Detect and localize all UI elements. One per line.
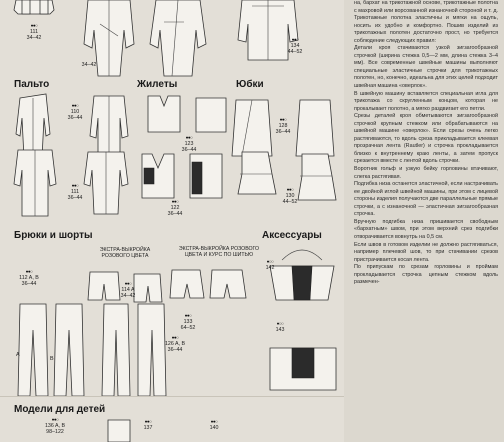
paragraph: Срезы деталей кроя обметываются зигзагообразной строчкой крупным стежком или обрабатываются на швейной машине «оверлок». Если срезы очень легко растягиваются, то вдоль среза прикладывается клеевая прозрачная лента (Rautler) и строчка прокладывается близко к внутреннему краю ленты, а затем пропуск срезается вместе с лентой вдоль строчки.	[354, 113, 498, 165]
pattern-item-top-c[interactable]	[232, 0, 312, 90]
pattern-item-pants-112[interactable]	[12, 258, 82, 298]
pattern-item-vest-122[interactable]	[140, 154, 230, 224]
section-title-coats: Пальто	[14, 79, 50, 90]
difficulty-dots: ●●○	[184, 313, 192, 318]
bag-sketch-icon	[262, 246, 342, 310]
model-number: 130	[285, 192, 295, 199]
paragraph: на, бархат на трикотажной основе, трикотажные полотна с махровой или ворсованной изнаночной стороной и т. д. Трикотажные полотна эластичны и мягки на ощупь, носить их удобно и комфортно. Пошив изделий из трикотажных полотен достаточно прост, но требуется соблюдение следующих правил:	[354, 0, 498, 44]
paragraph: Подгибка низа останется эластичной, если настрачивать ее двойной иглой швейной машины, при этом с лицевой стороны изделия получаются две параллельные прямые строчки, а с изнаночной — эластичная зигзагообразная строчка.	[354, 181, 498, 218]
model-number: 137	[143, 424, 153, 431]
extra-pattern-course-note: ЭКСТРА-ВЫКРОЙКА РОЗОВОГО ЦВЕТА И КУРС ПО ШИТЬЮ	[178, 246, 260, 259]
paragraph: По припускам по срезам горловины и проймам прокладывается строчка цепным стежком вдоль размечен-	[354, 264, 498, 286]
section-title-skirts: Юбки	[236, 79, 264, 90]
extra-pattern-note: ЭКСТРА-ВЫКРОЙКА РОЗОВОГО ЦВЕТА	[99, 247, 151, 260]
pattern-item-top-b[interactable]	[80, 0, 220, 82]
divider	[0, 396, 344, 397]
pattern-item-bag-142[interactable]	[262, 246, 342, 310]
paragraph: Если швов в готовом изделии не должно растягиваться, например плечевой шов, то при стачивании срезов пристрачивается косая лента.	[354, 241, 498, 263]
section-title-vests: Жилеты	[137, 79, 178, 90]
size-range: 36–44	[167, 347, 183, 353]
size-range: 36–44	[167, 211, 183, 217]
paragraph: Вручную подгибка низа пришивается свободным «бархатным» швом, при этом верхний срез подгибки отворачивается вовнутрь на 0,5 см.	[354, 218, 498, 240]
size-range: 98–122	[46, 429, 64, 435]
model-number: 111	[29, 28, 39, 35]
pattern-item-kids-140[interactable]	[180, 418, 260, 442]
pattern-item-shorts-133[interactable]	[170, 264, 260, 344]
pattern-item-apron-143[interactable]	[262, 318, 342, 398]
pattern-item-skirt-130[interactable]	[232, 150, 336, 222]
section-title-pants: Брюки и шорты	[14, 230, 93, 241]
difficulty-dots: ●●○	[171, 335, 179, 340]
model-number: 126 A, B	[164, 340, 186, 347]
model-number: 112 A, B	[19, 274, 39, 281]
pattern-item-top-a[interactable]	[4, 0, 64, 62]
model-number: 142	[265, 264, 275, 271]
model-number: 110	[70, 108, 80, 115]
model-number: 128	[278, 122, 288, 129]
jacket-pair-sketch-icon	[80, 0, 220, 82]
shorts-pair-sketch-icon	[170, 264, 260, 344]
model-number: 114 A	[121, 286, 135, 293]
size-range: 44–52	[287, 49, 303, 55]
size-range: 36–44	[67, 115, 83, 121]
article-text-column	[344, 0, 504, 442]
section-title-accessories: Аксессуары	[262, 230, 322, 241]
difficulty-dots: ●●○	[51, 417, 59, 422]
size-range: 36–44	[21, 281, 37, 287]
paragraph: Воротник гольф и узкую бейку горловины втачивают, слегка растягивая.	[354, 166, 498, 180]
size-range: 34–42	[81, 62, 97, 68]
model-number: 136 A, B	[44, 422, 66, 429]
paragraph: Детали кроя стачиваются узкой зигзагообразной строчкой (ширина стежка 0,5—2 мм, длина стежка 3–4 мм). Все современные швейные машины выполняют специальные эластичные строчки для трикотажных полотен, но, конечно, идеальна для этих целей подходит швейная машина «оверлок».	[354, 45, 498, 90]
difficulty-dots: ●●○	[286, 187, 294, 192]
difficulty-dots: ●●○	[171, 199, 179, 204]
model-number: 133	[183, 318, 193, 325]
pattern-item-kids-136[interactable]	[40, 418, 100, 442]
size-range: 34–42	[26, 35, 42, 41]
size-range: 34–42	[120, 293, 136, 299]
size-range: 36–44	[275, 129, 291, 135]
model-number: 143	[275, 326, 285, 333]
section-title-kids: Модели для детей	[14, 404, 106, 415]
skirt-tiered-sketch-icon	[232, 150, 336, 222]
model-number: 134	[290, 42, 300, 49]
difficulty-dots: ●●○	[25, 269, 33, 274]
size-range: 36–44	[181, 147, 197, 153]
pattern-item-vest-123[interactable]	[140, 96, 230, 156]
difficulty-dots: ●●○	[279, 117, 287, 122]
model-number: 122	[170, 204, 180, 211]
model-number: 111	[70, 188, 80, 195]
trousers-sketch-icon	[12, 300, 172, 400]
difficulty-dots: ●●○	[210, 419, 218, 424]
difficulty-dots: ●●○	[185, 135, 193, 140]
size-range: 64–52	[180, 325, 196, 331]
figure-label-a: A	[16, 352, 20, 358]
pattern-item-kids-137[interactable]	[104, 418, 174, 442]
difficulty-dots: ●○○	[276, 321, 284, 326]
paragraph: В швейную машину вставляется специальная игла для трикотажа со скругленным концом, которая не прокалывает полотно, а мягко раздвигает его петли.	[354, 90, 498, 112]
model-number: 140	[209, 424, 219, 431]
difficulty-dots: ●●○	[291, 37, 299, 42]
pattern-item-coat-111[interactable]	[12, 150, 132, 222]
pattern-item-pants-126[interactable]	[12, 300, 186, 400]
model-number: 123	[184, 140, 194, 147]
difficulty-dots: ●●○	[30, 23, 38, 28]
figure-label-b: B	[50, 356, 54, 362]
size-range: 44–52	[282, 199, 298, 205]
difficulty-dots: ●●○	[124, 281, 132, 286]
difficulty-dots: ●●○	[71, 183, 79, 188]
difficulty-dots: ●●○	[71, 103, 79, 108]
difficulty-dots: ●○○	[266, 259, 274, 264]
difficulty-dots: ●●○	[144, 419, 152, 424]
size-range: 36–44	[67, 195, 83, 201]
